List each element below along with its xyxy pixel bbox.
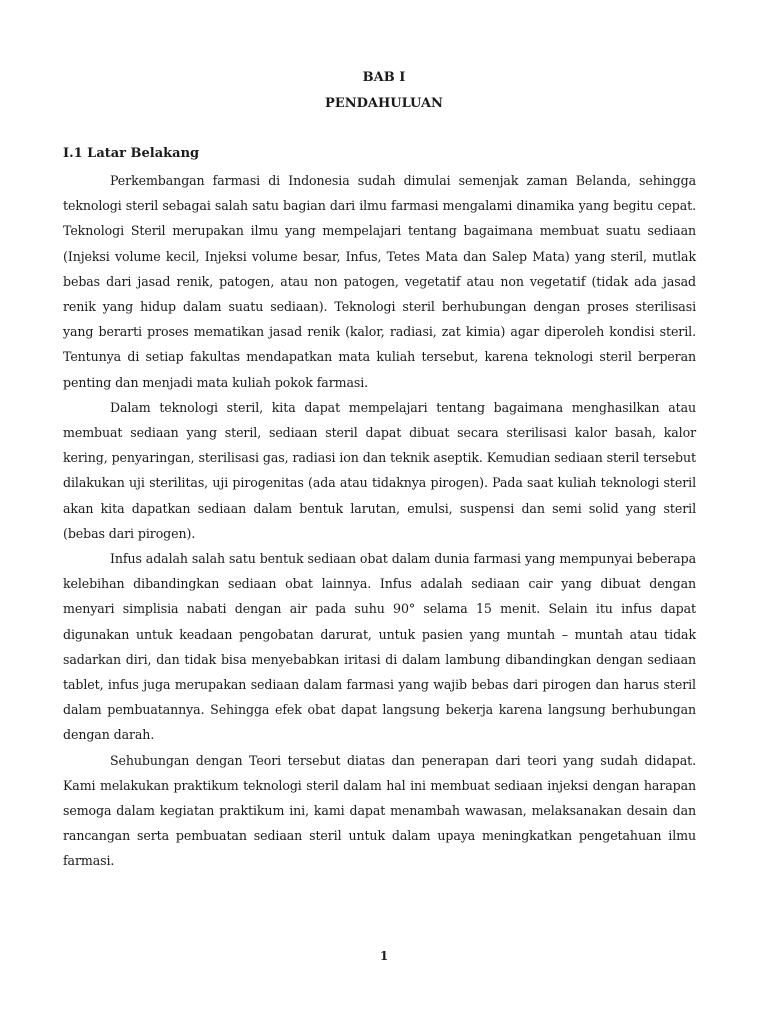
chapter-title: PENDAHULUAN [325, 96, 443, 111]
paragraph-4: Sehubungan dengan Teori tersebut diatas dan penerapan dari teori yang sudah didapat. Kami melakukan praktikum teknologi steril dalam hal ini membuat sediaan injeksi dengan harapan semoga dalam kegiatan praktikum ini, kami dapat menambah wawasan, melaksanakan desain dan rancangan serta pembuatan sediaan steril untuk dalam upaya meningkatkan pengetahuan ilmu farmasi. [63, 752, 696, 869]
chapter-number: BAB I [362, 70, 406, 85]
page-number: 1 [379, 949, 389, 963]
paragraph-1: Perkembangan farmasi di Indonesia sudah dimulai semenjak zaman Belanda, sehingga teknologi steril sebagai salah satu bagian dari ilmu farmasi mengalami dinamika yang begitu cepat. Teknologi Steril merupakan ilmu yang mempelajari tentang bagaimana membuat suatu sediaan (Injeksi volume kecil, Injeksi volume besar, Infus, Tetes Mata dan Salep Mata) yang steril, mutlak bebas dari jasad renik, patogen, atau non patogen, vegetatif atau non vegetatif (tidak ada jasad renik yang hidup dalam suatu sediaan). Teknologi steril berhubungan dengan proses sterilisasi yang berarti proses mematikan jasad renik (kalor, radiasi, zat kimia) agar diperoleh kondisi steril. Tentunya di setiap fakultas mendapatkan mata kuliah tersebut, karena teknologi steril berperan penting dan menjadi mata kuliah pokok farmasi. [63, 173, 696, 390]
body-text [63, 168, 696, 874]
paragraph-3: Infus adalah salah satu bentuk sediaan obat dalam dunia farmasi yang mempunyai beberapa kelebihan dibandingkan sediaan obat lainnya. Infus adalah sediaan cair yang dibuat dengan menyari simplisia nabati dengan air pada suhu 90° selama 15 menit. Selain itu infus dapat digunakan untuk keadaan pengobatan darurat, untuk pasien yang muntah – muntah atau tidak sadarkan diri, dan tidak bisa menyebabkan iritasi di dalam lambung dibandingkan dengan sediaan tablet, infus juga merupakan sediaan dalam farmasi yang wajib bebas dari pirogen dan harus steril dalam pembuatannya. Sehingga efek obat dapat langsung bekerja karena langsung berhubungan dengan darah. [63, 551, 696, 743]
paragraph-2: Dalam teknologi steril, kita dapat mempelajari tentang bagaimana menghasilkan atau membuat sediaan yang steril, sediaan steril dapat dibuat secara sterilisasi kalor basah, kalor kering, penyaringan, sterilisasi gas, radiasi ion dan teknik aseptik. Kemudian sediaan steril tersebut dilakukan uji sterilitas, uji pirogenitas (ada atau tidaknya pirogen). Pada saat kuliah teknologi steril akan kita dapatkan sediaan dalam bentuk larutan, emulsi, suspensi dan semi solid yang steril (bebas dari pirogen). [63, 399, 696, 541]
section-heading: I.1 Latar Belakang [63, 146, 200, 161]
